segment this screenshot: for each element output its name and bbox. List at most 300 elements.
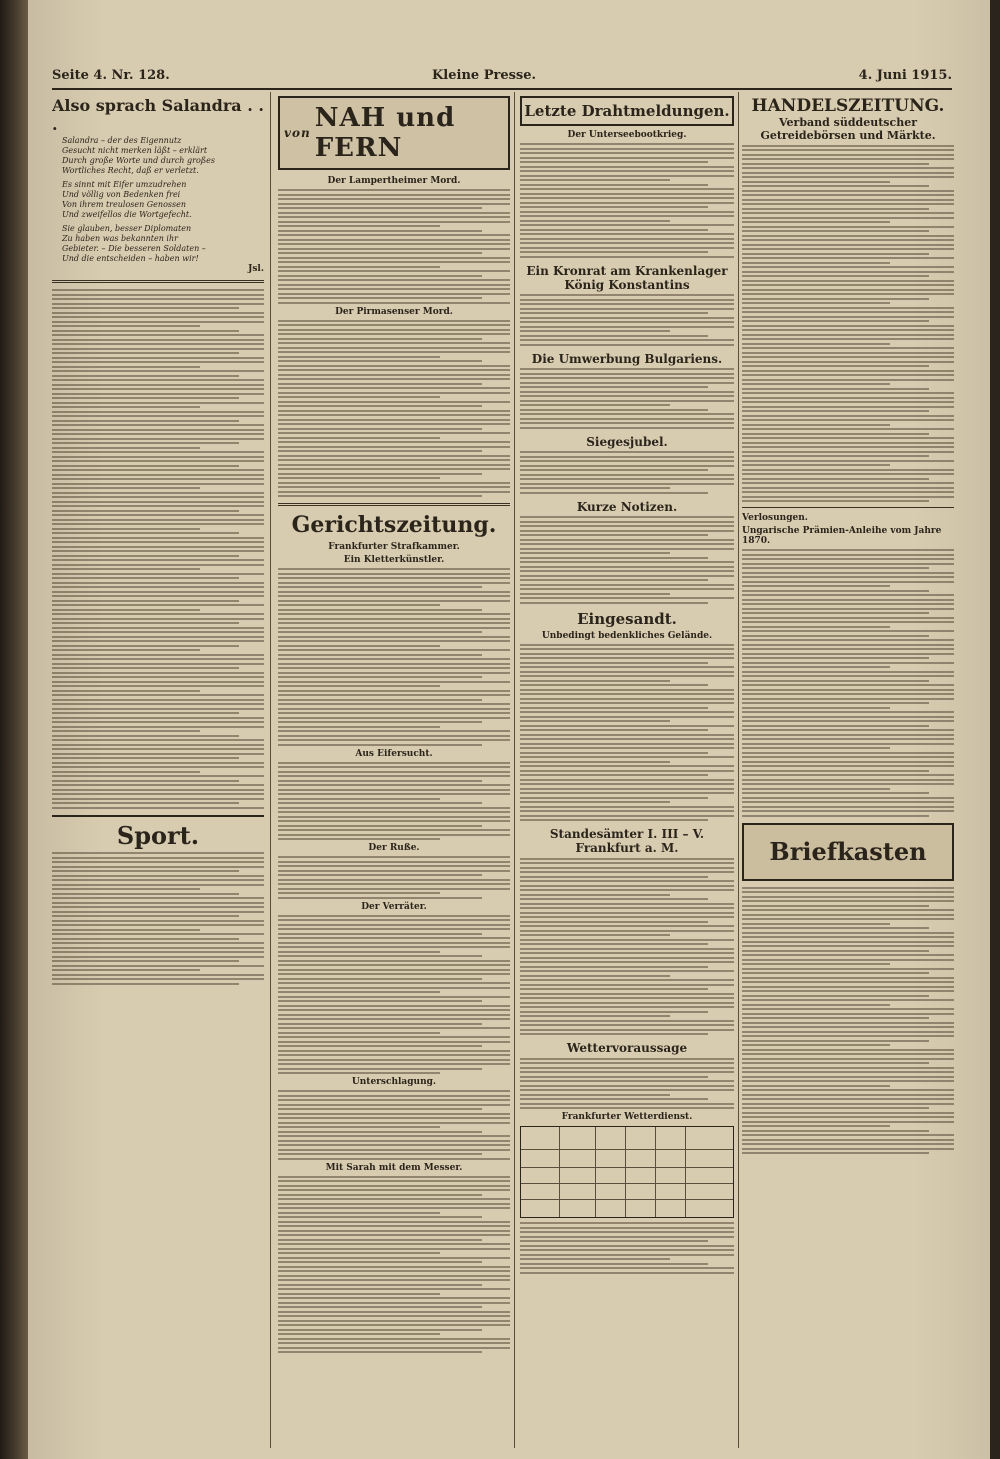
text-line — [742, 401, 954, 403]
text-line — [278, 446, 510, 448]
text-line — [52, 911, 264, 913]
text-line — [278, 1131, 482, 1133]
text-line — [742, 639, 954, 641]
section-heading: Eingesandt. — [577, 609, 677, 628]
text-line — [278, 996, 510, 998]
text-line — [52, 739, 264, 741]
text-line — [52, 330, 239, 332]
book-binding — [0, 0, 28, 1459]
text-line — [742, 603, 954, 605]
banner-prefix: von — [284, 126, 311, 140]
text-line — [520, 294, 734, 296]
text-line — [742, 630, 954, 632]
text-line — [742, 923, 890, 925]
text-line — [520, 774, 708, 776]
text-line — [52, 523, 264, 525]
text-line — [742, 725, 929, 727]
text-line — [52, 694, 264, 696]
text-line — [52, 888, 200, 890]
text-line — [52, 595, 264, 597]
text-line — [742, 734, 954, 736]
text-line — [520, 952, 734, 954]
article-text — [278, 320, 510, 498]
text-line — [52, 766, 264, 768]
text-line — [278, 1243, 510, 1245]
separator — [278, 503, 510, 506]
text-line — [278, 378, 510, 380]
text-line — [742, 482, 954, 484]
text-line — [520, 299, 734, 301]
text-line — [278, 888, 510, 890]
text-line — [278, 726, 440, 728]
text-line — [52, 712, 239, 714]
text-line — [52, 735, 239, 737]
text-line — [742, 338, 954, 340]
poem-line: Es sinnt mit Eifer umzudrehen — [62, 180, 187, 189]
text-line — [742, 576, 954, 578]
text-line — [520, 487, 670, 489]
text-line — [278, 1140, 510, 1142]
text-line — [278, 1014, 510, 1016]
text-line — [278, 667, 510, 669]
text-line — [520, 197, 734, 199]
text-line — [742, 460, 954, 462]
text-line — [278, 865, 510, 867]
text-line — [52, 460, 264, 462]
column-1 — [52, 94, 264, 1444]
text-line — [52, 307, 239, 309]
text-line — [278, 279, 510, 281]
text-line — [278, 1207, 510, 1209]
text-line — [278, 1185, 510, 1187]
poem-line: Wortliches Recht, daß er verletzt. — [62, 166, 199, 175]
text-line — [52, 929, 200, 931]
text-line — [742, 343, 890, 345]
text-line — [278, 1149, 510, 1151]
text-line — [278, 1261, 482, 1263]
text-line — [52, 375, 239, 377]
text-line — [520, 666, 734, 668]
text-line — [742, 999, 954, 1001]
text-line — [278, 243, 510, 245]
text-line — [742, 621, 954, 623]
text-line — [278, 762, 510, 764]
section-heading: Wettervoraussage — [566, 1041, 688, 1055]
poem-title: Also sprach Salandra . . . — [52, 96, 264, 134]
text-line — [278, 775, 510, 777]
text-line — [520, 206, 708, 208]
text-line — [520, 671, 734, 673]
text-line — [742, 500, 929, 502]
text-line — [520, 984, 734, 986]
text-line — [742, 311, 954, 313]
text-line — [742, 1076, 954, 1078]
poem-line: Und völlig von Bedenken frei — [62, 190, 181, 199]
briefkasten-title: Briefkasten — [769, 837, 927, 866]
text-line — [278, 1324, 510, 1326]
text-line — [742, 275, 929, 277]
text-line — [52, 875, 264, 877]
text-line — [52, 343, 264, 345]
text-line — [278, 1320, 510, 1322]
text-line — [278, 1090, 510, 1092]
text-line — [520, 593, 670, 595]
poem-line: Zu haben was bekannten ihr — [62, 234, 178, 243]
text-line — [742, 684, 954, 686]
text-line — [520, 912, 734, 914]
text-line — [742, 662, 954, 664]
text-line — [742, 779, 954, 781]
text-line — [52, 654, 264, 656]
text-line — [520, 810, 734, 812]
text-line — [742, 284, 954, 286]
text-line — [742, 945, 954, 947]
text-line — [278, 320, 510, 322]
text-line — [742, 1080, 954, 1082]
text-line — [278, 937, 510, 939]
text-line — [742, 253, 929, 255]
article-text — [520, 143, 734, 258]
text-line — [742, 248, 954, 250]
text-line — [520, 339, 734, 341]
text-line — [520, 801, 670, 803]
text-line — [52, 528, 200, 530]
text-line — [520, 734, 734, 736]
text-line — [520, 400, 734, 402]
text-line — [742, 388, 929, 390]
text-line — [520, 335, 708, 337]
text-line — [742, 433, 929, 435]
text-line — [278, 423, 510, 425]
text-line — [278, 1153, 482, 1155]
poem-line: Salandra – der des Eigennutz — [62, 136, 182, 145]
text-line — [278, 1158, 510, 1160]
text-line — [742, 648, 954, 650]
text-line — [742, 203, 954, 205]
poem-signature: Jsl. — [248, 264, 264, 274]
poem-line: Von ihrem treulosen Genossen — [62, 200, 186, 209]
text-line — [520, 898, 708, 900]
text-line — [520, 889, 734, 891]
article-text — [52, 289, 264, 809]
article-text — [278, 856, 510, 899]
text-line — [742, 167, 954, 169]
text-line — [52, 622, 239, 624]
text-line — [278, 450, 482, 452]
text-line — [742, 900, 954, 902]
text-line — [52, 726, 264, 728]
text-line — [742, 1098, 954, 1100]
text-line — [742, 491, 954, 493]
section-heading: Siegesjubel. — [586, 434, 668, 449]
text-line — [742, 666, 890, 668]
text-line — [278, 1275, 510, 1277]
text-line — [742, 181, 890, 183]
text-line — [52, 793, 264, 795]
text-line — [278, 1018, 510, 1020]
text-line — [278, 338, 482, 340]
text-line — [52, 717, 264, 719]
text-line — [520, 752, 708, 754]
text-line — [278, 428, 482, 430]
text-line — [520, 548, 734, 550]
text-line — [278, 1117, 510, 1119]
text-line — [742, 212, 954, 214]
text-line — [742, 347, 954, 349]
text-line — [742, 262, 890, 264]
text-line — [278, 631, 482, 633]
text-line — [278, 717, 510, 719]
text-line — [52, 348, 264, 350]
text-line — [520, 783, 734, 785]
text-line — [52, 465, 239, 467]
text-line — [278, 1329, 482, 1331]
text-line — [742, 190, 954, 192]
text-line — [742, 963, 890, 965]
text-line — [742, 698, 954, 700]
text-line — [520, 161, 708, 163]
text-line — [520, 662, 708, 664]
text-line — [520, 179, 670, 181]
article-text — [278, 915, 510, 1075]
text-line — [520, 483, 734, 485]
text-line — [278, 468, 510, 470]
text-line — [278, 225, 440, 227]
text-line — [278, 284, 510, 286]
text-line — [278, 252, 482, 254]
text-line — [742, 293, 954, 295]
text-line — [52, 640, 264, 642]
text-line — [742, 1103, 954, 1105]
text-line — [278, 699, 482, 701]
text-line — [52, 352, 239, 354]
text-line — [520, 148, 734, 150]
text-line — [742, 1139, 954, 1141]
text-line — [278, 879, 510, 881]
text-line — [520, 242, 734, 244]
section-heading: Der Unterseebootkrieg. — [567, 130, 687, 140]
text-line — [278, 1189, 510, 1191]
text-line — [742, 446, 954, 448]
text-line — [520, 957, 734, 959]
text-line — [278, 1288, 510, 1290]
text-line — [520, 451, 734, 453]
text-line — [52, 321, 264, 323]
text-line — [742, 1035, 954, 1037]
text-line — [278, 838, 440, 840]
text-line — [278, 645, 440, 647]
text-line — [520, 1222, 734, 1224]
text-line — [52, 951, 264, 953]
text-line — [742, 437, 954, 439]
column-divider — [270, 92, 271, 1448]
text-line — [278, 410, 510, 412]
column-2 — [278, 94, 510, 1444]
text-line — [52, 613, 264, 615]
text-line — [278, 1306, 482, 1308]
text-line — [52, 798, 264, 800]
text-line — [520, 862, 734, 864]
section-heading: Frankfurter Wetterdienst. — [561, 1112, 693, 1122]
text-line — [742, 163, 929, 165]
text-line — [278, 1293, 440, 1295]
text-line — [52, 789, 264, 791]
text-line — [278, 257, 510, 259]
text-line — [278, 595, 510, 597]
text-line — [742, 419, 954, 421]
text-line — [520, 321, 734, 323]
text-line — [520, 193, 734, 195]
text-line — [278, 383, 482, 385]
text-line — [520, 988, 708, 990]
text-line — [742, 406, 954, 408]
article-text — [742, 887, 954, 1155]
text-line — [520, 418, 734, 420]
text-line — [52, 775, 264, 777]
text-line — [278, 964, 510, 966]
text-line — [52, 496, 264, 498]
text-line — [520, 1080, 734, 1082]
text-line — [520, 202, 734, 204]
text-line — [742, 244, 954, 246]
text-line — [52, 555, 239, 557]
text-line — [520, 779, 734, 781]
text-line — [278, 356, 440, 358]
text-line — [52, 582, 264, 584]
text-line — [52, 424, 264, 426]
text-line — [52, 550, 264, 552]
text-line — [52, 519, 264, 521]
text-line — [520, 597, 734, 599]
text-line — [278, 766, 510, 768]
text-line — [278, 640, 510, 642]
text-line — [278, 1342, 510, 1344]
text-line — [520, 404, 670, 406]
section-subtitle: Verband süddeutscher — [779, 116, 917, 129]
text-line — [520, 330, 670, 332]
text-line — [52, 406, 200, 408]
text-line — [742, 981, 954, 983]
text-line — [278, 820, 510, 822]
text-line — [278, 739, 510, 741]
text-line — [742, 608, 954, 610]
text-line — [520, 867, 734, 869]
text-line — [52, 663, 264, 665]
text-line — [742, 738, 954, 740]
text-line — [278, 1041, 510, 1043]
text-line — [278, 771, 510, 773]
text-line — [278, 1099, 510, 1101]
text-line — [742, 752, 954, 754]
text-line — [278, 987, 510, 989]
text-line — [52, 857, 264, 859]
text-line — [278, 491, 510, 493]
text-line — [742, 280, 954, 282]
text-line — [742, 464, 890, 466]
text-line — [278, 1221, 510, 1223]
text-line — [520, 308, 734, 310]
text-line — [520, 653, 734, 655]
text-line — [742, 1013, 954, 1015]
text-line — [742, 478, 929, 480]
section-heading: Der Lampertheimer Mord. — [327, 176, 461, 186]
text-line — [278, 1095, 510, 1097]
text-line — [52, 483, 264, 485]
text-line — [278, 1144, 510, 1146]
text-line — [278, 978, 482, 980]
text-line — [278, 203, 510, 205]
text-line — [520, 716, 734, 718]
article-text — [520, 1222, 734, 1274]
text-line — [278, 477, 440, 479]
text-line — [278, 396, 440, 398]
text-line — [278, 834, 510, 836]
text-line — [742, 451, 954, 453]
article-text — [278, 189, 510, 304]
text-line — [520, 534, 708, 536]
text-line — [520, 552, 670, 554]
text-line — [278, 690, 510, 692]
text-line — [520, 1024, 734, 1026]
text-line — [742, 689, 954, 691]
text-line — [520, 657, 734, 659]
text-line — [278, 573, 510, 575]
text-line — [742, 307, 954, 309]
text-line — [520, 1029, 734, 1031]
text-line — [278, 721, 482, 723]
text-line — [278, 1104, 510, 1106]
section-heading: Unterschlagung. — [351, 1077, 437, 1087]
text-line — [520, 970, 734, 972]
text-line — [742, 1085, 890, 1087]
text-line — [278, 464, 510, 466]
text-line — [520, 492, 708, 494]
text-line — [278, 825, 482, 827]
text-line — [278, 1297, 510, 1299]
text-line — [52, 501, 264, 503]
page-header — [52, 68, 952, 88]
text-line — [278, 324, 510, 326]
text-line — [520, 1236, 734, 1238]
text-line — [278, 681, 510, 683]
text-line — [278, 275, 482, 277]
text-line — [278, 730, 510, 732]
text-line — [742, 158, 954, 160]
text-line — [520, 525, 734, 527]
text-line — [52, 298, 264, 300]
text-line — [278, 973, 510, 975]
text-line — [278, 829, 510, 831]
text-line — [520, 925, 734, 927]
article-text — [520, 451, 734, 494]
text-line — [742, 230, 929, 232]
text-line — [52, 415, 264, 417]
text-line — [742, 316, 954, 318]
text-line — [278, 951, 440, 953]
text-line — [52, 915, 239, 917]
text-line — [520, 921, 708, 923]
text-line — [520, 725, 734, 727]
section-heading: Verlosungen. — [742, 513, 808, 523]
text-line — [742, 1121, 954, 1123]
text-line — [742, 959, 954, 961]
text-line — [52, 807, 264, 809]
weather-table — [520, 1126, 734, 1218]
text-line — [278, 1009, 510, 1011]
text-line — [278, 1045, 482, 1047]
text-line — [278, 712, 510, 714]
text-line — [278, 1135, 510, 1137]
